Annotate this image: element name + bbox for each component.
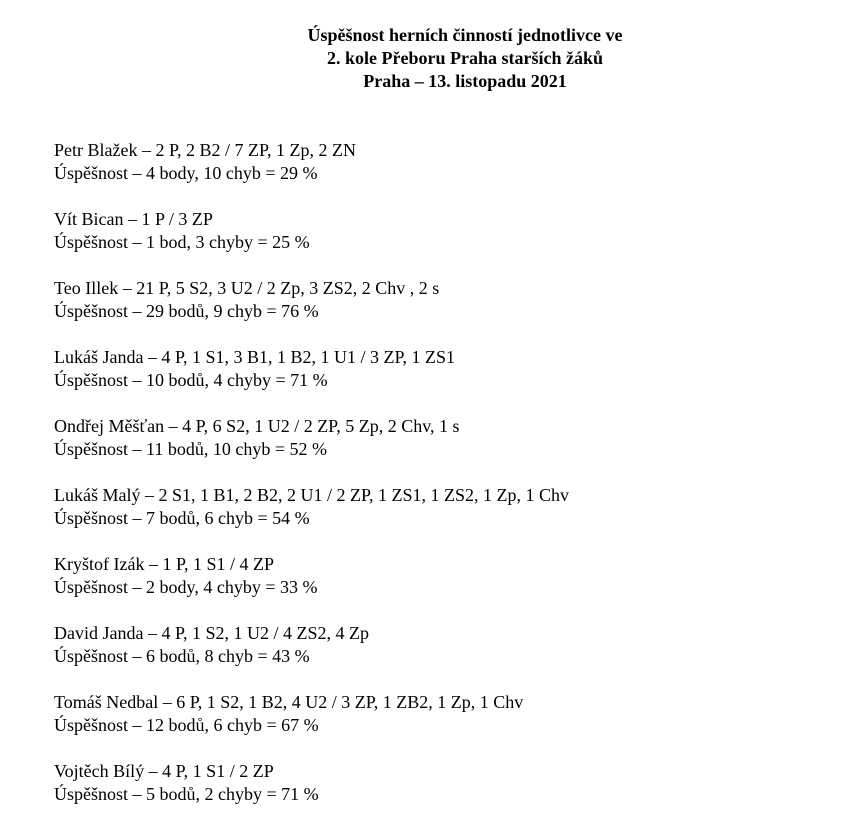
player-result: Úspěšnost – 1 bod, 3 chyby = 25 % bbox=[54, 232, 310, 252]
player-result: Úspěšnost – 11 bodů, 10 chyb = 52 % bbox=[54, 439, 327, 459]
player-entry bbox=[54, 346, 834, 392]
title-line-2: 2. kole Přeboru Praha starších žáků bbox=[327, 48, 603, 68]
player-list bbox=[54, 139, 834, 829]
player-stats: Lukáš Janda – 4 P, 1 S1, 3 B1, 1 B2, 1 U1 / 3 ZP, 1 ZS1 bbox=[54, 347, 456, 367]
player-entry bbox=[54, 760, 834, 806]
player-entry bbox=[54, 277, 834, 323]
player-result: Úspěšnost – 6 bodů, 8 chyb = 43 % bbox=[54, 646, 310, 666]
player-stats: Kryštof Izák – 1 P, 1 S1 / 4 ZP bbox=[54, 554, 274, 574]
player-result: Úspěšnost – 12 bodů, 6 chyb = 67 % bbox=[54, 715, 319, 735]
player-entry bbox=[54, 691, 834, 737]
player-entry bbox=[54, 553, 834, 599]
player-entry bbox=[54, 208, 834, 254]
document-title bbox=[0, 24, 850, 93]
player-stats: Lukáš Malý – 2 S1, 1 B1, 2 B2, 2 U1 / 2 ZP, 1 ZS1, 1 ZS2, 1 Zp, 1 Chv bbox=[54, 485, 570, 505]
player-result: Úspěšnost – 4 body, 10 chyb = 29 % bbox=[54, 163, 318, 183]
title-line-1: Úspěšnost herních činností jednotlivce ve bbox=[307, 25, 623, 45]
player-result: Úspěšnost – 10 bodů, 4 chyby = 71 % bbox=[54, 370, 328, 390]
player-stats: Petr Blažek – 2 P, 2 B2 / 7 ZP, 1 Zp, 2 ZN bbox=[54, 140, 356, 160]
player-entry bbox=[54, 622, 834, 668]
player-result: Úspěšnost – 7 bodů, 6 chyb = 54 % bbox=[54, 508, 310, 528]
title-line-3: Praha – 13. listopadu 2021 bbox=[363, 71, 567, 91]
player-result: Úspěšnost – 29 bodů, 9 chyb = 76 % bbox=[54, 301, 319, 321]
player-stats: Ondřej Měšťan – 4 P, 6 S2, 1 U2 / 2 ZP, 5 Zp, 2 Chv, 1 s bbox=[54, 416, 460, 436]
player-stats: Teo Illek – 21 P, 5 S2, 3 U2 / 2 Zp, 3 ZS2, 2 Chv , 2 s bbox=[54, 278, 440, 298]
player-result: Úspěšnost – 2 body, 4 chyby = 33 % bbox=[54, 577, 318, 597]
player-stats: Vít Bican – 1 P / 3 ZP bbox=[54, 209, 213, 229]
player-result: Úspěšnost – 5 bodů, 2 chyby = 71 % bbox=[54, 784, 319, 804]
player-entry bbox=[54, 139, 834, 185]
player-entry bbox=[54, 484, 834, 530]
player-stats: David Janda – 4 P, 1 S2, 1 U2 / 4 ZS2, 4 Zp bbox=[54, 623, 369, 643]
player-stats: Tomáš Nedbal – 6 P, 1 S2, 1 B2, 4 U2 / 3 ZP, 1 ZB2, 1 Zp, 1 Chv bbox=[54, 692, 524, 712]
player-entry bbox=[54, 415, 834, 461]
player-stats: Vojtěch Bílý – 4 P, 1 S1 / 2 ZP bbox=[54, 761, 274, 781]
